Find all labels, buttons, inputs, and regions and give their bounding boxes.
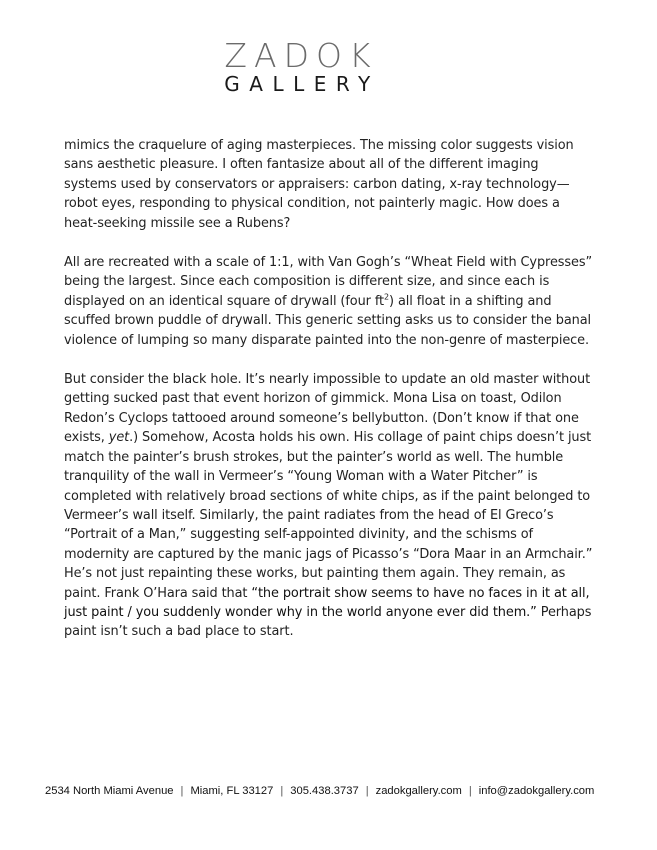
paragraph-2-text-a: All are recreated with a scale of 1:1, with Van Gogh’s “Wheat Field with Cypresses” being the largest. Since each composition is different size, and since each is displayed on an identical square of drywall (four ft bbox=[64, 255, 593, 309]
footer-separator: | bbox=[280, 785, 284, 797]
footer-separator: | bbox=[468, 785, 472, 797]
logo-line-zadok: ZADOK bbox=[224, 36, 378, 75]
paragraph-3-text-c: Perhaps paint isn’t such a bad place to start. bbox=[64, 604, 592, 640]
footer-address: 2534 North Miami Avenue bbox=[45, 785, 174, 797]
footer-email: info@zadokgallery.com bbox=[478, 785, 595, 797]
paragraph-3-text-b: .) Somehow, Acosta holds his own. His collage of paint chips doesn’t just match the painter’s brush strokes, but the painter’s world as well. The humble tranquility of the wall in Vermeer’s “Young Woman with a Water Pitcher” is completed with relatively broad sections of white chips, as if the paint belonged to Vermeer’s wall itself. Similarly, the paint radiates from the head of El Greco’s “Portrait of a Man,” suggesting self-appointed divinity, and the schisms of modernity are captured by the manic jags of Picasso’s “Dora Maar in an Armchair.” He’s not just repainting these works, but painting them again. They remain, as paint. Frank O’Hara said that bbox=[64, 430, 593, 601]
footer-website: zadokgallery.com bbox=[375, 785, 462, 797]
footer-separator: | bbox=[180, 785, 184, 797]
ohara-quote: “the portrait show seems to have no faces in it at all, just paint / you suddenly wonder why in the world anyone ever did them.” bbox=[64, 585, 590, 620]
paragraph-3-text-a: But consider the black hole. It’s nearly impossible to update an old master without getting sucked past that event horizon of gimmick. Mona Lisa on toast, Odilon Redon’s Cyclops tattooed around someone’s bellybutton. (Don’t know if that one exists, bbox=[64, 372, 591, 446]
body-text bbox=[64, 136, 594, 662]
paragraph-2-text-b: ) all float in a shifting and scuffed brown puddle of drywall. This generic setting asks us to consider the banal violence of lumping so many disparate painted into the non-genre of masterpiece. bbox=[64, 293, 591, 348]
paragraph-1-text: mimics the craquelure of aging masterpieces. The missing color suggests vision sans aesthetic pleasure. I often fantasize about all of the different imaging systems used by conservators or appraisers: carbon dating, x-ray technology— robot eyes, responding to physical condition, not painterly magic. How does a heat-seeking missile see a Rubens? bbox=[64, 138, 574, 231]
footer-contact-bar bbox=[45, 784, 615, 798]
paragraph-2 bbox=[64, 253, 594, 350]
superscript-two: 2 bbox=[384, 292, 390, 302]
logo-line-gallery: GALLERY bbox=[224, 72, 380, 96]
footer-phone: 305.438.3737 bbox=[290, 785, 359, 797]
paragraph-3-emphasis: yet bbox=[108, 430, 130, 446]
footer-city: Miami, FL 33127 bbox=[190, 785, 274, 797]
paragraph-1 bbox=[64, 136, 594, 233]
gallery-logo bbox=[205, 38, 390, 94]
paragraph-3 bbox=[64, 370, 594, 642]
footer-separator: | bbox=[365, 785, 369, 797]
